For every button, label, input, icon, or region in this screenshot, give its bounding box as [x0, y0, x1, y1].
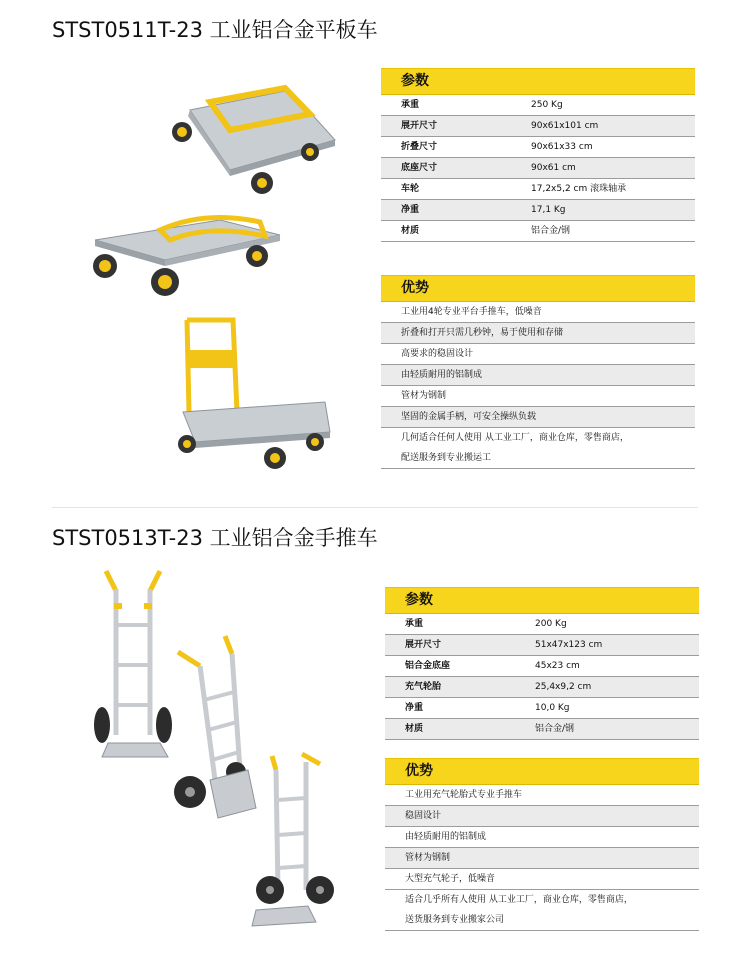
spec-key: 净重	[405, 703, 424, 713]
advantage-row: 大型充气轮子，低噪音	[385, 869, 699, 890]
platform-cart-upright-image	[175, 312, 335, 472]
spec-row	[385, 719, 699, 740]
spec-value: 铝合金/钢	[531, 226, 571, 236]
advantage-row: 由轻质耐用的铝制成	[385, 827, 699, 848]
spec-value: 17,2x5,2 cm 滚珠轴承	[531, 184, 627, 194]
spec-row	[381, 116, 695, 137]
spec-value: 45x23 cm	[535, 661, 580, 671]
advantage-row: 管材为钢制	[385, 848, 699, 869]
spec-row	[381, 95, 695, 116]
advantage-row: 稳固设计	[385, 806, 699, 827]
advantage-row: 由轻质耐用的铝制成	[381, 365, 695, 386]
spec-key: 展开尺寸	[401, 121, 438, 131]
advantages-header: 优势	[385, 758, 699, 785]
spec-key: 铝合金底座	[405, 661, 451, 671]
spec-row	[381, 221, 695, 242]
spec-row	[385, 656, 699, 677]
spec-value: 90x61x33 cm	[531, 142, 593, 152]
advantage-row: 高要求的稳固设计	[381, 344, 695, 365]
spec-row	[385, 698, 699, 719]
spec-value: 25,4x9,2 cm	[535, 682, 592, 692]
hand-truck-side-image	[250, 750, 340, 930]
advantage-row	[381, 428, 695, 469]
product-2-title: STST0513T-23 工业铝合金手推车	[52, 526, 378, 550]
advantage-line: 送货服务到专业搬家公司	[405, 915, 505, 925]
spec-value: 90x61 cm	[531, 163, 576, 173]
product-1-advantages-table	[381, 275, 695, 469]
specs-header: 参数	[381, 68, 695, 95]
advantage-row: 工业用充气轮胎式专业手推车	[385, 785, 699, 806]
spec-row	[381, 158, 695, 179]
advantage-row: 管材为钢制	[381, 386, 695, 407]
spec-value: 51x47x123 cm	[535, 640, 603, 650]
product-1-specs-table	[381, 68, 695, 242]
advantage-row: 工业用4轮专业平台手推车，低噪音	[381, 302, 695, 323]
advantage-row: 折叠和打开只需几秒钟，易于使用和存储	[381, 323, 695, 344]
hand-truck-angle-image	[170, 630, 260, 825]
spec-key: 净重	[401, 205, 420, 215]
advantage-line: 几何适合任何人使用 从工业工厂，商业仓库，零售商店，	[401, 433, 629, 443]
spec-row	[385, 635, 699, 656]
advantages-header: 优势	[381, 275, 695, 302]
spec-key: 材质	[401, 226, 420, 236]
product-2-specs-table	[385, 587, 699, 740]
spec-row	[381, 200, 695, 221]
spec-key: 材质	[405, 724, 424, 734]
advantage-line: 配送服务到专业搬运工	[401, 453, 492, 463]
platform-cart-open-image	[85, 210, 285, 305]
spec-value: 200 Kg	[535, 619, 567, 629]
platform-cart-folded-image	[160, 70, 340, 200]
spec-row	[381, 137, 695, 158]
spec-row	[385, 614, 699, 635]
product-2-advantages-table	[385, 758, 699, 931]
spec-row	[381, 179, 695, 200]
spec-key: 车轮	[401, 184, 420, 194]
specs-header: 参数	[385, 587, 699, 614]
spec-value: 17,1 Kg	[531, 205, 566, 215]
hand-truck-front-image	[88, 565, 178, 765]
spec-value: 250 Kg	[531, 100, 563, 110]
spec-key: 展开尺寸	[405, 640, 442, 650]
spec-key: 承重	[405, 619, 424, 629]
advantage-row: 坚固的金属手柄，可安全操纵负载	[381, 407, 695, 428]
spec-key: 充气轮胎	[405, 682, 442, 692]
advantage-row	[385, 890, 699, 931]
section-divider	[52, 507, 698, 508]
spec-value: 铝合金/钢	[535, 724, 575, 734]
spec-key: 承重	[401, 100, 420, 110]
spec-key: 折叠尺寸	[401, 142, 438, 152]
spec-value: 90x61x101 cm	[531, 121, 599, 131]
spec-key: 底座尺寸	[401, 163, 438, 173]
spec-row	[385, 677, 699, 698]
product-1-title: STST0511T-23 工业铝合金平板车	[52, 18, 378, 42]
spec-value: 10,0 Kg	[535, 703, 570, 713]
advantage-line: 适合几乎所有人使用 从工业工厂，商业仓库，零售商店，	[405, 895, 633, 905]
